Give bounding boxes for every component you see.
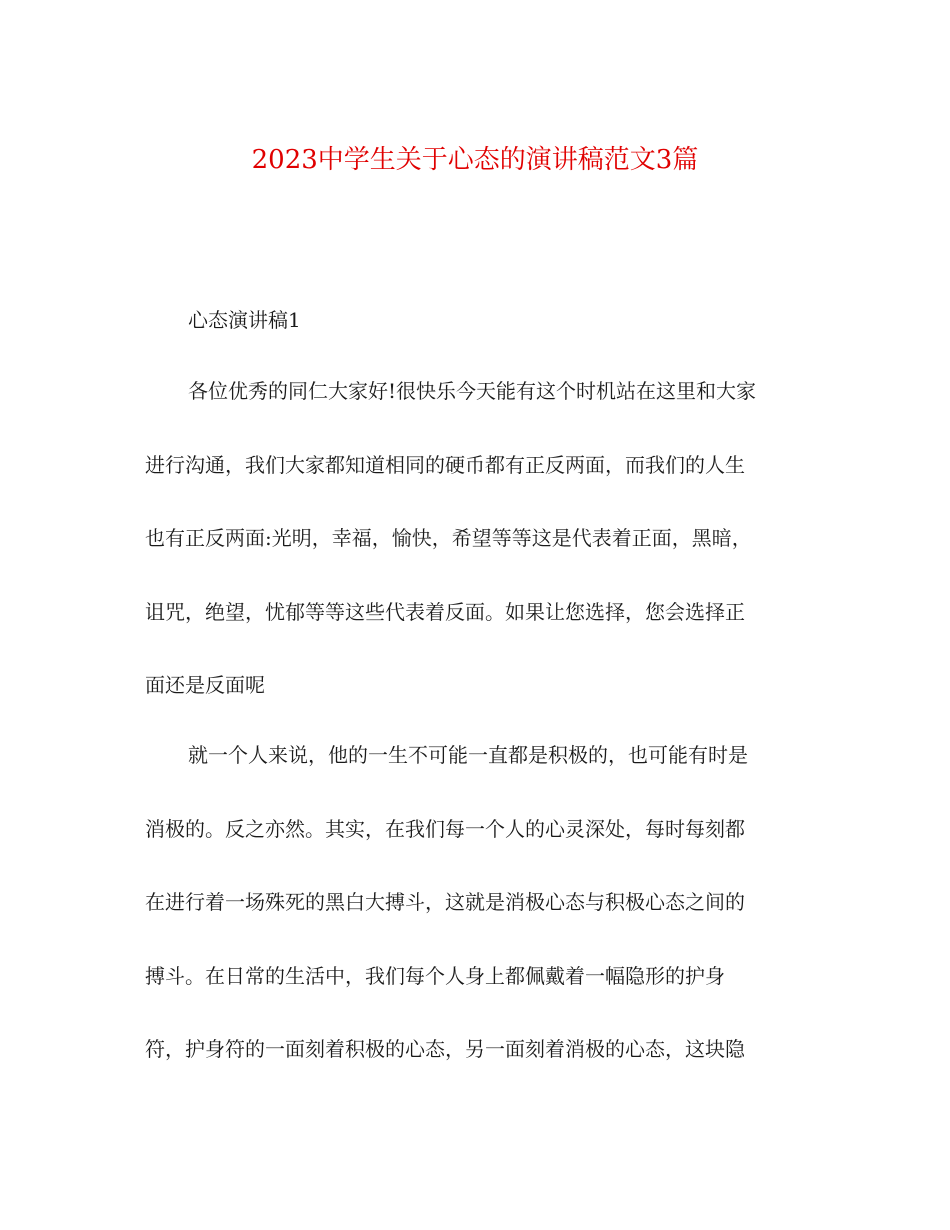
paragraph-line: 诅咒，绝望，忧郁等等这些代表着反面。如果让您选择，您会选择正 xyxy=(145,600,745,624)
paragraph-line: 进行沟通，我们大家都知道相同的硬币都有正反两面，而我们的人生 xyxy=(145,453,745,477)
paragraph-line: 搏斗。在日常的生活中，我们每个人身上都佩戴着一幅隐形的护身 xyxy=(145,964,725,988)
paragraph-line: 就一个人来说，他的一生不可能一直都是积极的，也可能有时是 xyxy=(188,743,748,767)
paragraph-line: 在进行着一场殊死的黑白大搏斗，这就是消极心态与积极心态之间的 xyxy=(145,890,745,914)
document-title: 2023中学生关于心态的演讲稿范文3篇 xyxy=(251,145,699,175)
paragraph-line: 符，护身符的一面刻着积极的心态，另一面刻着消极的心态，这块隐 xyxy=(145,1037,745,1061)
paragraph-line: 消极的。反之亦然。其实，在我们每一个人的心灵深处，每时每刻都 xyxy=(145,817,745,841)
paragraph-line: 面还是反面呢 xyxy=(145,673,265,697)
paragraph-line: 各位优秀的同仁大家好!很快乐今天能有这个时机站在这里和大家 xyxy=(188,379,757,403)
paragraph-line: 也有正反两面:光明，幸福，愉快，希望等等这是代表着正面，黑暗， xyxy=(145,526,752,550)
section-heading: 心态演讲稿1 xyxy=(188,308,301,332)
